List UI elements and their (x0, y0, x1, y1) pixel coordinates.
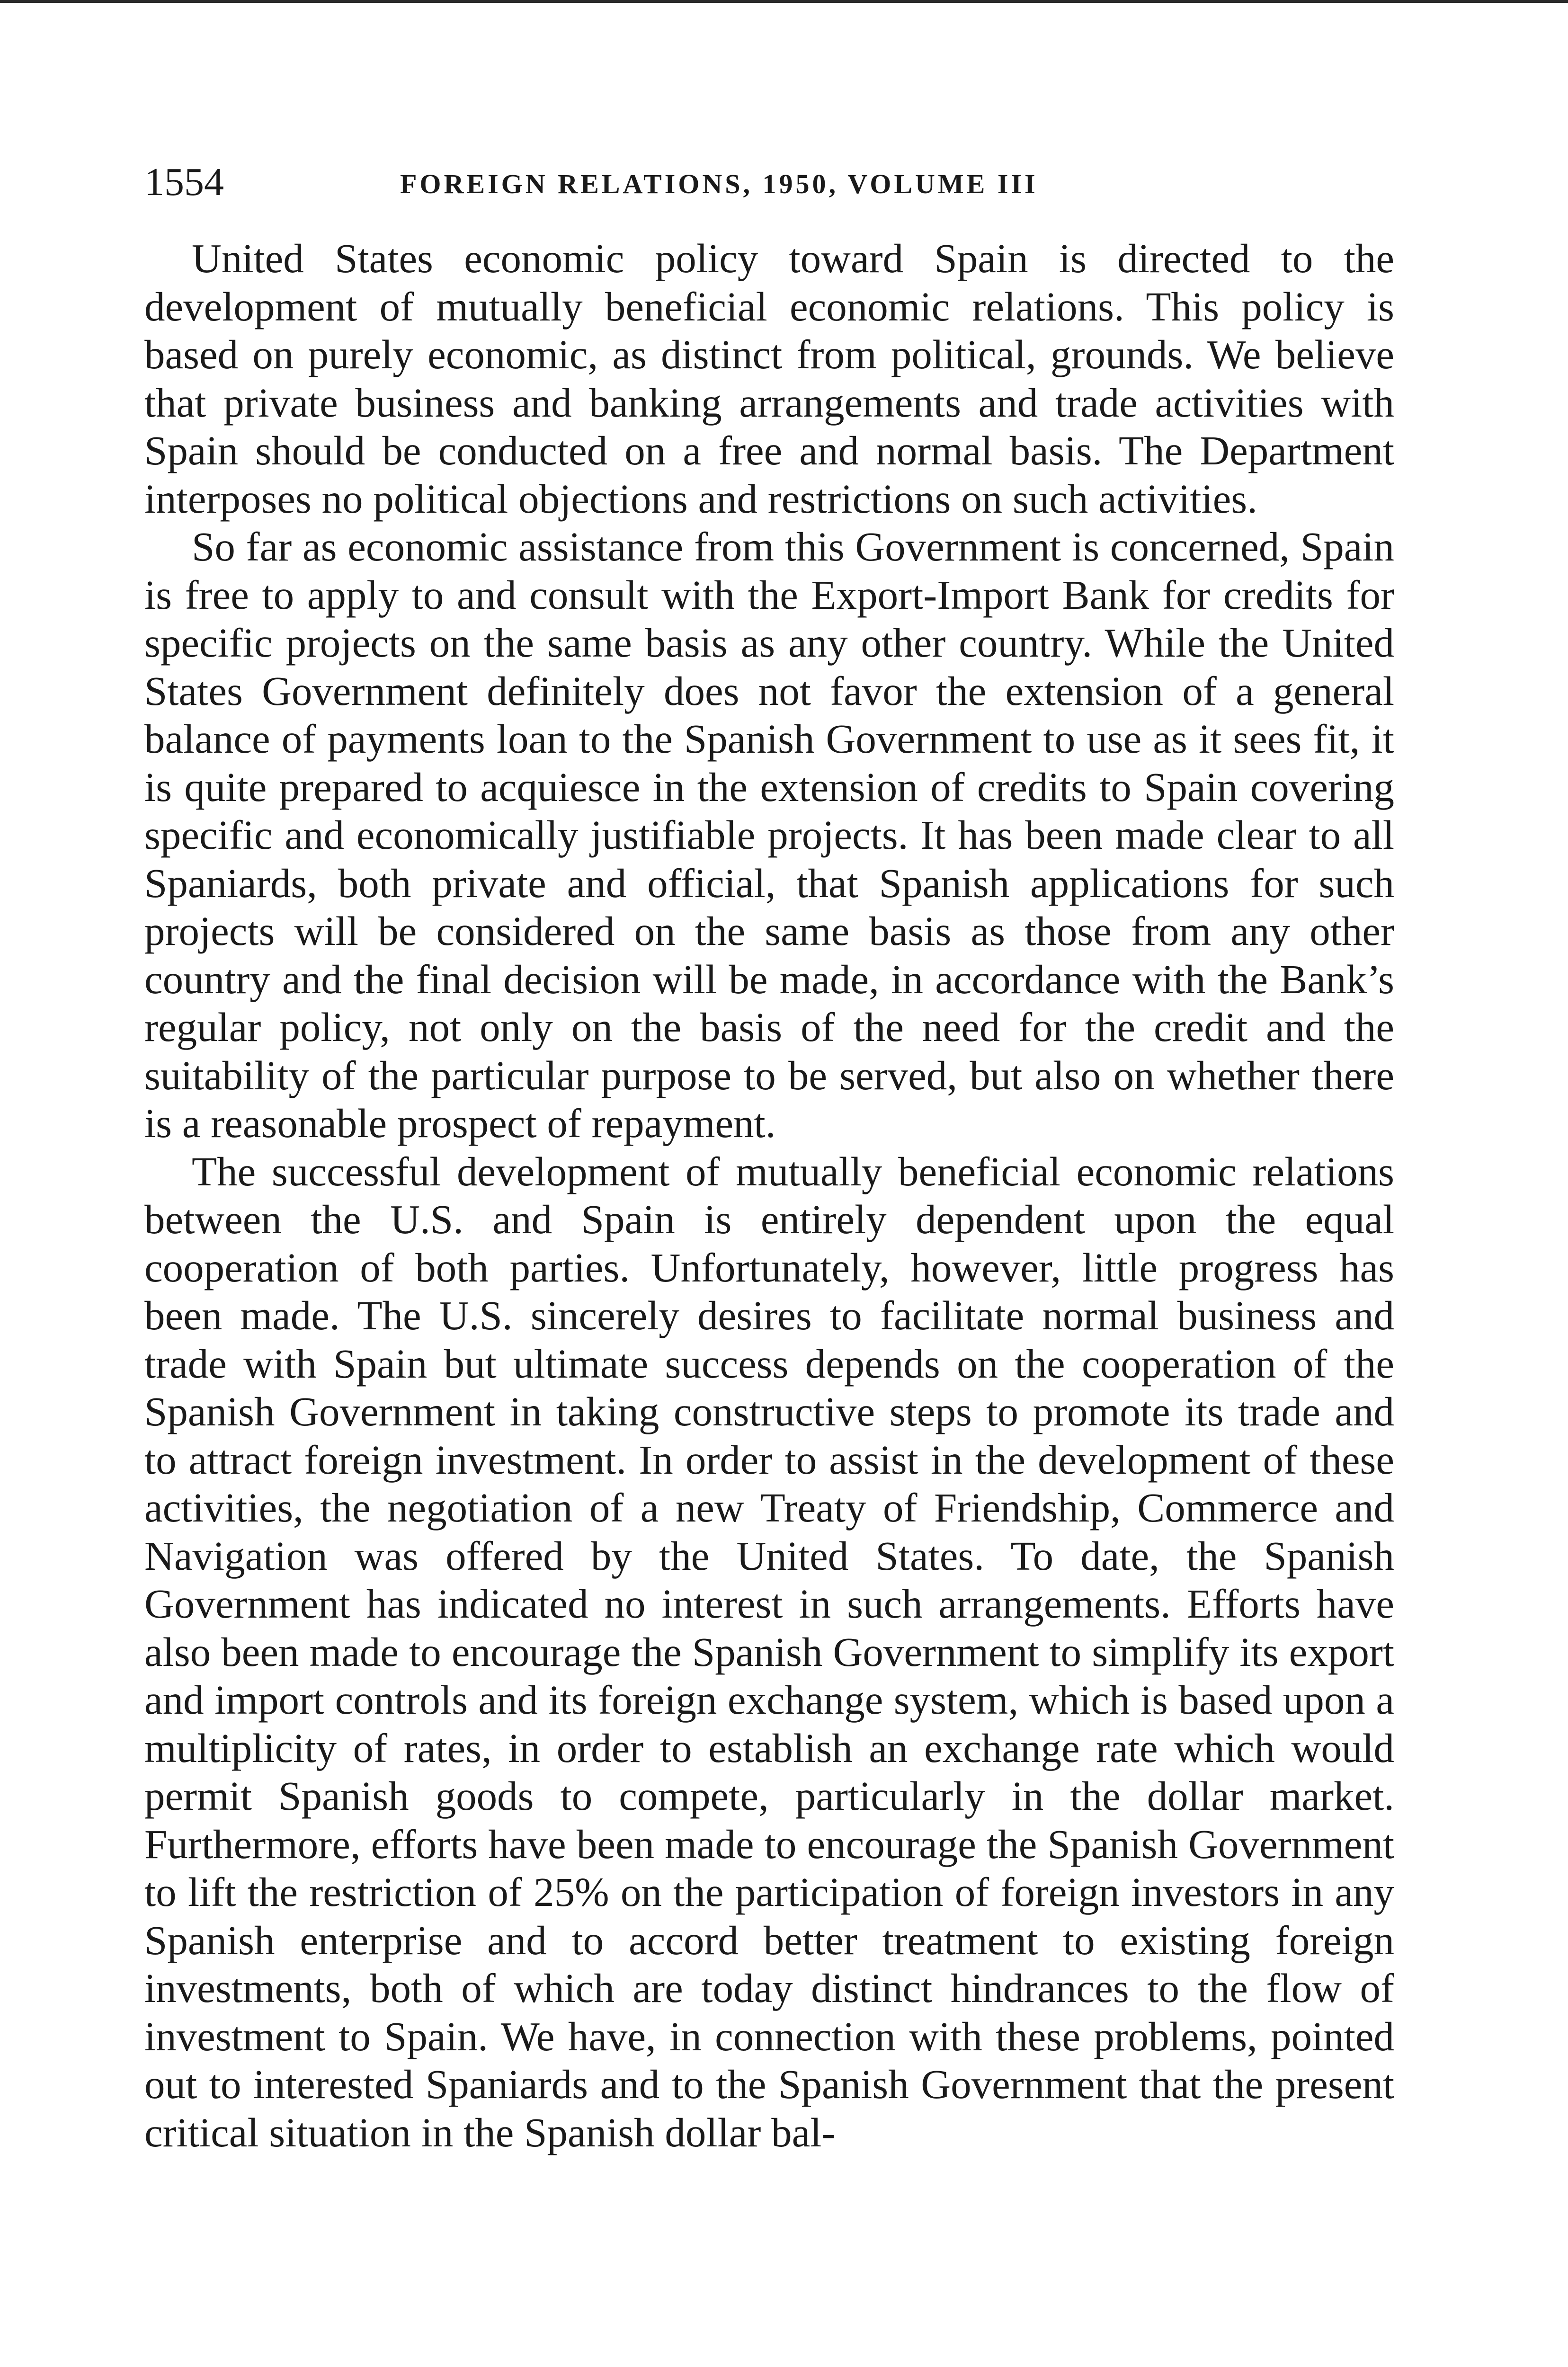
paragraph-economic-policy: United States economic policy toward Spain is directed to the development of mutually beneficial economic relations. This policy is based on purely economic, as distinct from political, grounds. We believe that private business and banking arrangements and trade activities with Spain should be conducted on a free and normal basis. The Department interposes no political objections and restrictions on such activities. (144, 235, 1394, 522)
paragraph-cooperation: The successful development of mutually beneficial economic relations between the U.S. and Spain is entirely dependent upon the equal cooperation of both parties. Unfortunately, however, little progress has been made. The U.S. sincerely desires to facilitate normal business and trade with Spain but ultimate success depends on the cooperation of the Spanish Government in taking constructive steps to promote its trade and to attract foreign investment. In order to assist in the development of these activities, the negotiation of a new Treaty of Friendship, Commerce and Navigation was offered by the United States. To date, the Spanish Government has indicated no interest in such arrangements. Efforts have also been made to encourage the Spanish Government to simplify its export and import controls and its foreign exchange system, which is based upon a multiplicity of rates, in order to establish an exchange rate which would permit Spanish goods to compete, particularly in the dollar market. Furthermore, efforts have been made to encourage the Spanish Government to lift the restriction of 25% on the participation of foreign investors in any Spanish enterprise and to accord better treatment to existing foreign investments, both of which are today distinct hindrances to the flow of investment to Spain. We have, in connection with these problems, pointed out to interested Spaniards and to the Spanish Government that the present critical situation in the Spanish dollar bal- (144, 1148, 1394, 2155)
top-edge-rule (0, 0, 1568, 3)
page-number: 1554 (144, 160, 224, 204)
body-text (144, 234, 1394, 2156)
page-header (144, 156, 1394, 208)
paragraph-economic-assistance: So far as economic assistance from this Government is concerned, Spain is free to apply to and consult with the Export-Import Bank for credits for specific projects on the same basis as any other country. While the United States Government definitely does not favor the extension of a general balance of payments loan to the Spanish Government to use as it sees fit, it is quite prepared to acquiesce in the extension of credits to Spain covering specific and economically justifiable projects. It has been made clear to all Spaniards, both private and official, that Spanish applications for such projects will be considered on the same basis as those from any other country and the final decision will be made, in accordance with the Bank’s regular policy, not only on the basis of the need for the credit and the suitability of the particular purpose to be served, but also on whether there is a reasonable prospect of repayment. (144, 524, 1394, 1146)
running-head: FOREIGN RELATIONS, 1950, VOLUME III (400, 169, 1038, 199)
